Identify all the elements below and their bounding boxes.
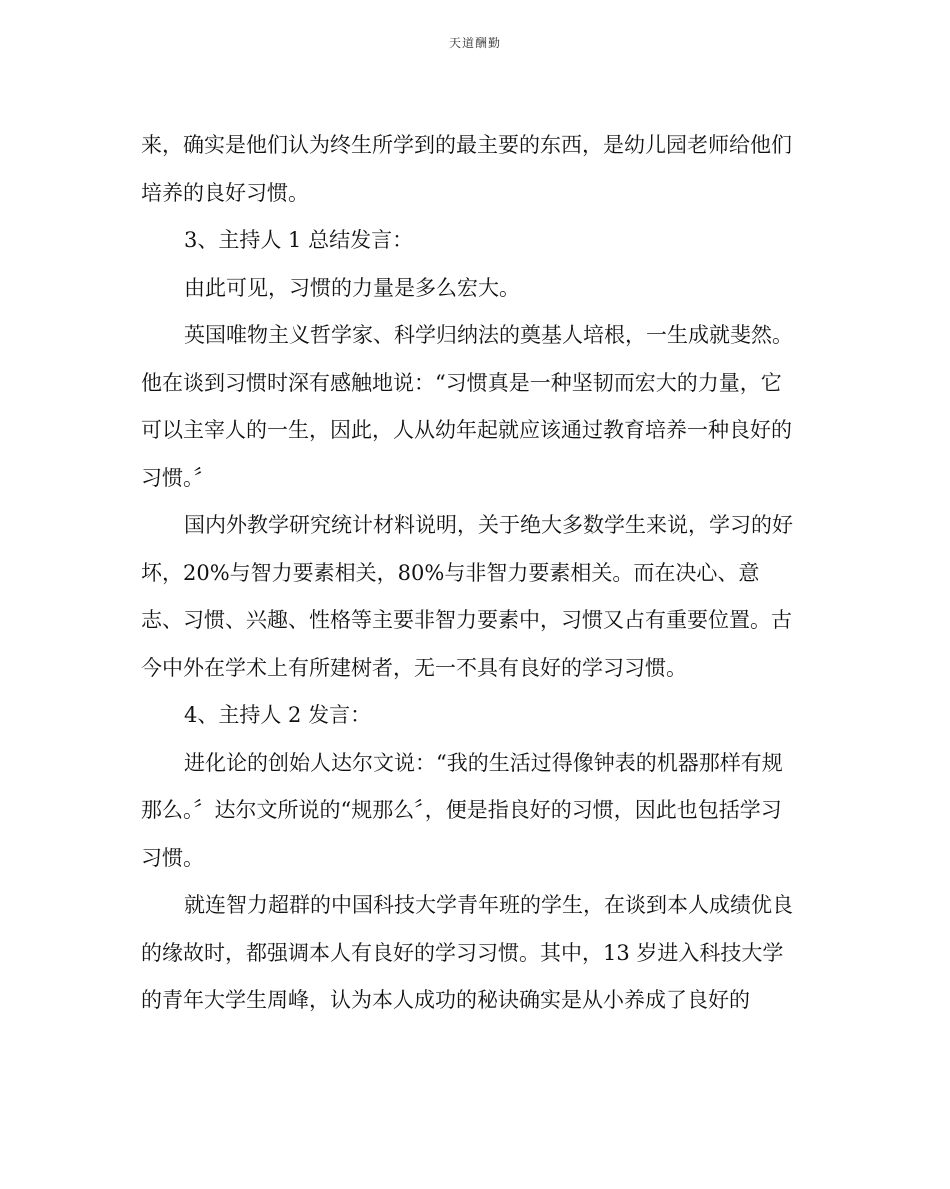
document-body bbox=[141, 122, 801, 1025]
paragraph-1: 来，确实是他们认为终生所学到的最主要的东西，是幼儿园老师给他们培养的良好习惯。 bbox=[141, 133, 792, 205]
paragraph-5: 国内外教学研究统计材料说明，关于绝大多数学生来说，学习的好坏，20%与智力要素相关，80%与非智力要素相关。而在决心、意志、习惯、兴趣、性格等主要非智力要素中，习惯又占有重要位置。古今中外在学术上有所建树者，无一不具有良好的学习习惯。 bbox=[141, 513, 793, 680]
paragraph-2: 3、主持人 1 总结发言： bbox=[184, 228, 414, 252]
paragraph-8: 就连智力超群的中国科技大学青年班的学生，在谈到本人成绩优良的缘故时，都强调本人有良好的学习习惯。其中，13 岁进入科技大学的青年大学生周峰，认为本人成功的秘诀确实是从小养成了良好的 bbox=[141, 893, 793, 1012]
paragraph-6: 4、主持人 2 发言： bbox=[184, 703, 372, 727]
paragraph-3: 由此可见，习惯的力量是多么宏大。 bbox=[184, 275, 520, 300]
paragraph-7: 进化论的创始人达尔文说：“我的生活过得像钟表的机器那样有规那么。〞达尔文所说的“规那么〞，便是指良好的习惯，因此也包括学习习惯。 bbox=[141, 750, 783, 870]
page-header: 天道酬勤 bbox=[448, 36, 501, 50]
paragraph-4: 英国唯物主义哲学家、科学归纳法的奠基人培根，一生成就斐然。他在谈到习惯时深有感触地说：“习惯真是一种坚韧而宏大的力量，它可以主宰人的一生，因此，人从幼年起就应该通过教育培养一种良好的习惯。〞 bbox=[141, 323, 793, 490]
